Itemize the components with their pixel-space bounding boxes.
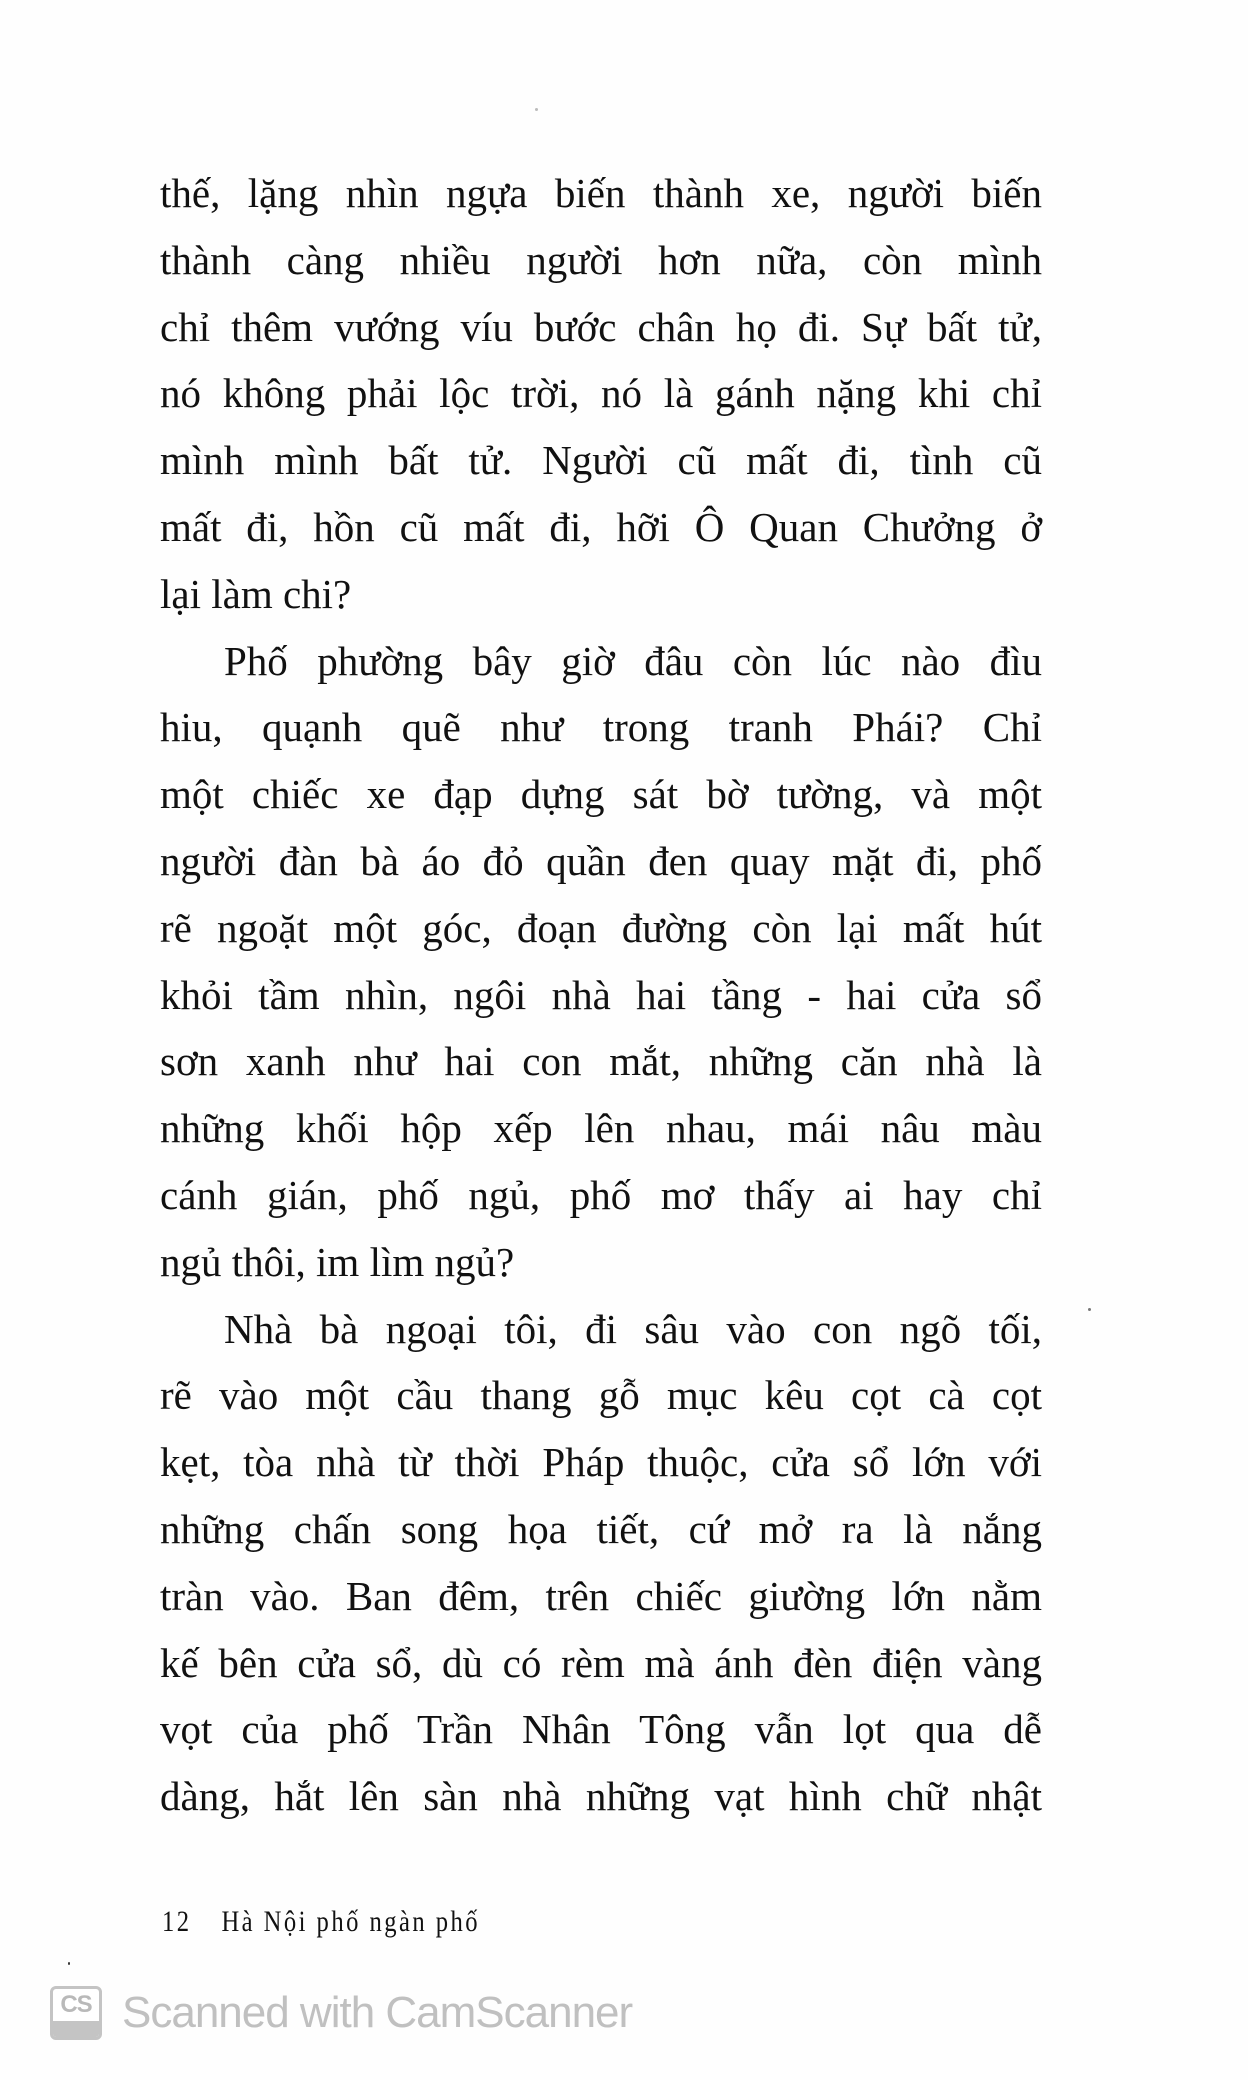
text-line: nó không phải lộc trời, nó là gánh nặng khi chỉ <box>160 370 1042 417</box>
paragraph-2 <box>160 628 1042 1296</box>
text-line: khỏi tầm nhìn, ngôi nhà hai tầng - hai cửa sổ <box>160 971 1042 1018</box>
text-line: thế, lặng nhìn ngựa biến thành xe, người biến <box>160 170 1042 216</box>
scan-speck <box>535 108 538 111</box>
running-title: Hà Nội phố ngàn phố <box>221 1905 480 1938</box>
text-line: mất đi, hồn cũ mất đi, hỡi Ô Quan Chưởng ở <box>160 503 1042 550</box>
text-line: những chấn song họa tiết, cứ mở ra là nắng <box>160 1505 1042 1552</box>
text-line: kế bên cửa sổ, dù có rèm mà ánh đèn điện vàng <box>160 1639 1042 1686</box>
page-footer <box>162 1905 480 1939</box>
camscanner-logo-icon <box>50 1986 102 2040</box>
paragraph-3 <box>160 1296 1042 1830</box>
text-line: kẹt, tòa nhà từ thời Pháp thuộc, cửa sổ lớn với <box>160 1439 1042 1486</box>
text-line: những khối hộp xếp lên nhau, mái nâu màu <box>160 1105 1042 1152</box>
text-line: ngủ thôi, im lìm ngủ? <box>160 1238 515 1285</box>
logo-bar <box>53 2021 99 2037</box>
text-line: cánh gián, phố ngủ, phố mơ thấy ai hay chỉ <box>160 1171 1042 1218</box>
text-line: tràn vào. Ban đêm, trên chiếc giường lớn nằm <box>160 1572 1042 1619</box>
text-line: thành càng nhiều người hơn nữa, còn mình <box>160 236 1042 283</box>
text-line: mình mình bất tử. Người cũ mất đi, tình cũ <box>160 437 1042 484</box>
camscanner-watermark <box>50 1985 632 2041</box>
scan-speck <box>1088 1308 1091 1311</box>
text-line: Phố phường bây giờ đâu còn lúc nào đìu <box>224 637 1042 684</box>
text-line: Nhà bà ngoại tôi, đi sâu vào con ngõ tối, <box>224 1305 1042 1352</box>
text-line: hiu, quạnh quẽ như trong tranh Phái? Chỉ <box>160 704 1042 751</box>
text-line: vọt của phố Trần Nhân Tông vẫn lọt qua dễ <box>160 1706 1042 1753</box>
text-line: rẽ vào một cầu thang gỗ mục kêu cọt cà cọt <box>160 1372 1042 1419</box>
page-number: 12 <box>162 1905 192 1938</box>
logo-letters: CS <box>60 1991 92 2018</box>
text-line: lại làm chi? <box>160 570 352 617</box>
body-text <box>160 160 1042 1830</box>
text-line: rẽ ngoặt một góc, đoạn đường còn lại mất hút <box>160 904 1042 951</box>
text-line: một chiếc xe đạp dựng sát bờ tường, và một <box>160 771 1042 818</box>
text-line: người đàn bà áo đỏ quần đen quay mặt đi, phố <box>160 837 1042 884</box>
text-line: sơn xanh như hai con mắt, những căn nhà là <box>160 1038 1042 1085</box>
text-line: chỉ thêm vướng víu bước chân họ đi. Sự bất tử, <box>160 303 1042 350</box>
paragraph-1 <box>160 160 1042 628</box>
scan-speck <box>68 1962 70 1965</box>
watermark-text: Scanned with CamScanner <box>122 1988 633 2037</box>
text-line: dàng, hắt lên sàn nhà những vạt hình chữ nhật <box>160 1773 1042 1820</box>
